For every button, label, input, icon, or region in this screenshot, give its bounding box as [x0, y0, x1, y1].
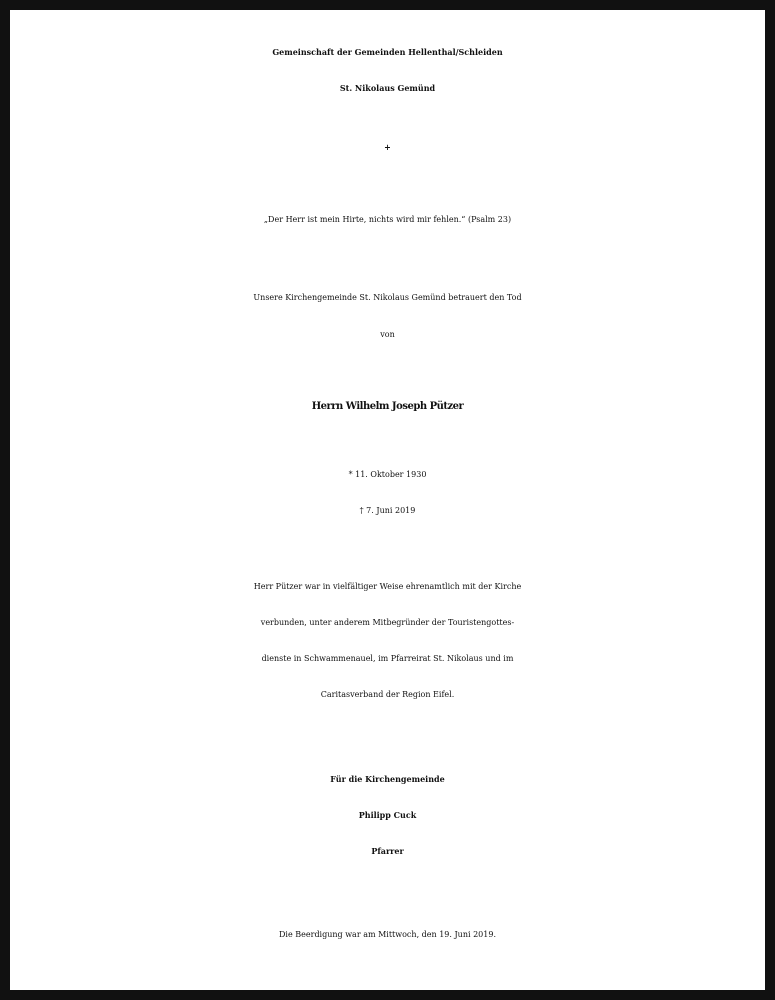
signature-line-1: Für die Kirchengemeinde: [330, 774, 445, 784]
deceased-name: Herrn Wilhelm Joseph Pützer: [311, 401, 464, 412]
announcement-line-2: von: [380, 330, 395, 339]
tribute-line-1: Herr Pützer war in vielfältiger Weise ehrenamtlich mit der Kirche: [253, 582, 522, 591]
psalm-quote: „Der Herr ist mein Hirte, nichts wird mir fehlen.“ (Psalm 23): [263, 215, 512, 224]
funeral-info: Die Beerdigung war am Mittwoch, den 19. Juni 2019.: [279, 930, 496, 939]
signature-title: Pfarrer: [371, 846, 404, 856]
tribute-line-2: verbunden, unter anderem Mitbegründer der Touristengottes-: [260, 618, 515, 627]
parish-heading: St. Nikolaus Gemünd: [339, 83, 436, 93]
cross-icon: +: [384, 142, 391, 152]
birth-date: * 11. Oktober 1930: [348, 470, 427, 479]
tribute-line-3: dienste in Schwammenauel, im Pfarreirat St. Nikolaus und im: [261, 654, 514, 663]
community-heading: Gemeinschaft der Gemeinden Hellenthal/Schleiden: [272, 47, 503, 57]
signature-name: Philipp Cuck: [358, 810, 417, 820]
tribute-line-4: Caritasverband der Region Eifel.: [320, 690, 455, 699]
announcement-line-1: Unsere Kirchengemeinde St. Nikolaus Gemünd betrauert den Tod: [253, 293, 522, 302]
obituary-notice: [10, 10, 765, 990]
death-date: † 7. Juni 2019: [359, 506, 416, 515]
